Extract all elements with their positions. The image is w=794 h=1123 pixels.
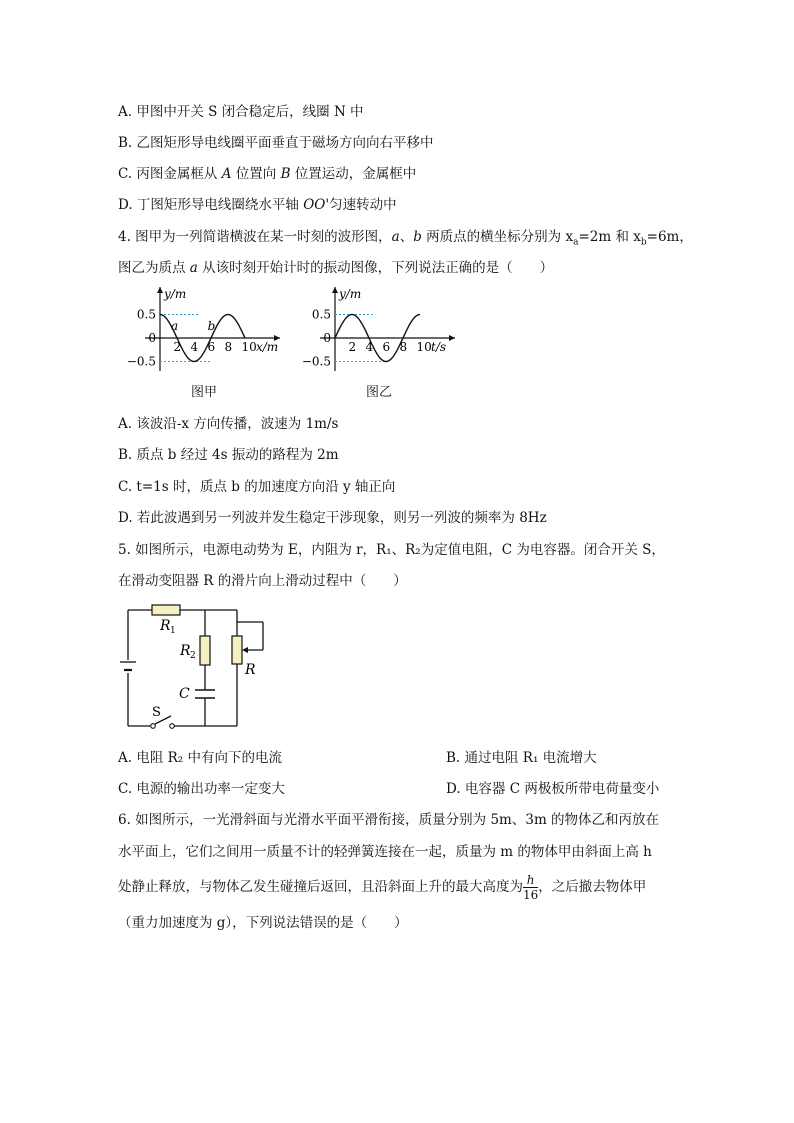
q5-option-a: A. 电阻 R₂ 中有向下的电流 (118, 750, 282, 766)
chart2-xtick-6: 6 (382, 340, 391, 354)
q4-l1-mid: 、 (399, 229, 414, 245)
q4-l1-a: a (391, 229, 400, 245)
q4-stem-line2 (118, 259, 553, 277)
q3-option-b: B. 乙图矩形导电线圈平面垂直于磁场方向向右平移中 (118, 135, 434, 151)
switch-contact-left (151, 724, 156, 729)
resistor-r1 (152, 605, 180, 615)
resistor-r2 (200, 636, 210, 665)
chart1-xtick-2: 2 (173, 340, 182, 354)
label-r1-sub: 1 (170, 626, 176, 636)
chart1-ytick-2: −0.5 (126, 354, 156, 369)
chart1-ytick-0: 0.5 (136, 307, 156, 322)
q6-stem-line4: （重力加速度为 g），下列说法错误的是（ ） (118, 915, 408, 931)
q4-l1-pre: 4. 图甲为一列简谐横波在某一时刻的波形图， (118, 229, 392, 245)
q6-stem-line1: 6. 如图所示，一光滑斜面与光滑水平面平滑衔接，质量分别为 5m、3m 的物体乙和丙放在 (118, 812, 660, 828)
label-r2: R (180, 643, 191, 659)
q3c-mid: 位置向 (231, 166, 281, 182)
q5-stem-line1: 5. 如图所示，电源电动势为 E，内阻为 r，R₁、R₂为定值电阻，C 为电容器。闭合开关 S， (118, 542, 665, 558)
q4-option-c: C. t=1s 时，质点 b 的加速度方向沿 y 轴正向 (118, 479, 396, 495)
chart1-point-label-a: a (171, 319, 179, 333)
chart2-x-axis-label: t/s (431, 340, 447, 354)
chart1-point-label-b: b (207, 319, 216, 333)
q4-stem-line1 (118, 228, 693, 252)
q4-l2-post: 从该时刻开始计时的振动图像，下列说法正确的是（ ） (197, 260, 554, 276)
q6-frac-den: 16 (523, 888, 539, 902)
rheostat-r (232, 636, 242, 664)
label-c: C (179, 686, 190, 702)
q3c-a: A (221, 166, 232, 182)
q6-stem-line2: 水平面上，它们之间用一质量不计的轻弹簧连接在一起，质量为 m 的物体甲由斜面上高 h (118, 844, 652, 860)
fig2-caption: 图乙 (366, 385, 393, 400)
chart2-y-arrow-icon (332, 287, 338, 293)
q4-l1-eq1: =2m 和 x (578, 229, 641, 245)
vibration-graph-chart (300, 285, 460, 375)
q4-l1-sub-a: a (573, 237, 579, 248)
q4-l1-b: b (413, 229, 422, 245)
chart2-xtick-8: 8 (399, 340, 408, 354)
q6-l3-post: ，之后撤去物体甲 (538, 879, 647, 895)
chart1-xtick-10: 10 (241, 340, 257, 354)
chart1-x-axis-label: x/m (256, 340, 279, 354)
wave-graph-chart (125, 285, 285, 375)
chart1-xtick-4: 4 (190, 340, 199, 354)
q3c-pre: C. 丙图金属框从 (118, 166, 222, 182)
q3d-axis: OO' (303, 197, 330, 213)
chart1-y-arrow-icon (157, 287, 163, 293)
q4-option-d: D. 若此波遇到另一列波并发生稳定干涉现象，则另一列波的频率为 8Hz (118, 510, 547, 526)
q3d-pre: D. 丁图矩形导电线圈绕水平轴 (118, 197, 304, 213)
chart2-x-arrow-icon (449, 335, 455, 341)
q4-l1-mid2: 两质点的横坐标分别为 x (421, 229, 574, 245)
label-s: S (152, 705, 161, 720)
q4-option-a: A. 该波沿-x 方向传播，波速为 1m/s (118, 416, 339, 432)
chart2-ytick-0: 0.5 (311, 307, 331, 322)
q6-frac-num: h (523, 873, 538, 888)
chart2-xtick-10: 10 (416, 340, 432, 354)
chart2-y-axis-label: y/m (339, 287, 362, 301)
label-r2-sub: 2 (190, 651, 196, 661)
q5-option-d: D. 电容器 C 两极板所带电荷量变小 (446, 781, 660, 797)
q3c-b: B (280, 166, 291, 182)
q3-option-d (118, 196, 397, 214)
circuit-diagram (115, 598, 285, 738)
q4-option-b: B. 质点 b 经过 4s 振动的路程为 2m (118, 447, 339, 463)
label-r: R (245, 662, 256, 678)
q4-l1-sub-b: b (640, 237, 647, 248)
q6-l3-pre: 处静止释放，与物体乙发生碰撞后返回，且沿斜面上升的最大高度为 (118, 879, 523, 895)
q3d-post: 匀速转动中 (329, 197, 397, 213)
q5-option-b: B. 通过电阻 R₁ 电流增大 (446, 750, 597, 766)
q6-fraction (523, 873, 538, 902)
q3-option-c (118, 165, 416, 183)
q3-option-a: A. 甲图中开关 S 闭合稳定后，线圈 N 中 (118, 104, 364, 120)
chart2-ytick-1: 0 (323, 331, 331, 345)
q4-l1-eq2: =6m， (646, 229, 693, 245)
chart1-xtick-6: 6 (207, 340, 216, 354)
chart1-y-axis-label: y/m (164, 287, 187, 301)
q4-l2-pre: 图乙为质点 (118, 260, 190, 276)
chart2-ytick-2: −0.5 (301, 354, 331, 369)
q5-option-c: C. 电源的输出功率一定变大 (118, 781, 285, 797)
q3c-post: 位置运动，金属框中 (290, 166, 417, 182)
q4-l2-a: a (189, 260, 198, 276)
label-r1: R (160, 618, 171, 634)
q5-stem-line2: 在滑动变阻器 R 的滑片向上滑动过程中（ ） (118, 573, 407, 589)
chart1-xtick-8: 8 (224, 340, 233, 354)
chart2-xtick-4: 4 (365, 340, 374, 354)
chart1-ytick-1: 0 (148, 331, 156, 345)
fig1-caption: 图甲 (191, 385, 218, 400)
slider-arrow-icon (242, 647, 248, 653)
switch-contact-right (170, 724, 175, 729)
chart2-xtick-2: 2 (348, 340, 357, 354)
q6-stem-line3 (118, 872, 646, 902)
